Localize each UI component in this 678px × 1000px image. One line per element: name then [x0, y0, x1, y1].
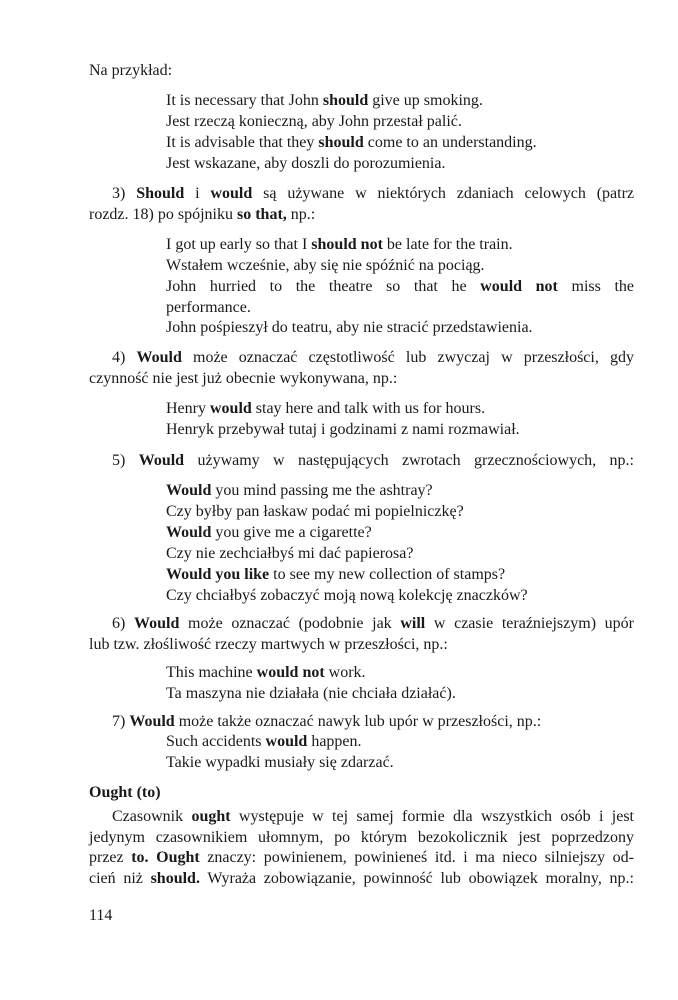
- example-line: Henry would stay here and talk with us for hours.: [166, 400, 486, 417]
- example-block-6: [166, 663, 634, 704]
- paragraph-line: cień niż should. Wyraża zobowiązanie, powinność lub obowiązek moralny, np.:: [89, 869, 634, 887]
- example-line: Wstałem wcześnie, aby się nie spóźnić na pociąg.: [166, 256, 485, 274]
- paragraph-line: 3) Should i would są używane w niektórych zdaniach celowych (patrz: [112, 185, 634, 202]
- paragraph-line: czynność nie jest już obecnie wykonywana, np.:: [89, 369, 398, 387]
- example-line: John pośpieszył do teatru, aby nie stracić przedstawienia.: [166, 319, 533, 336]
- example-line: Ta maszyna nie działała (nie chciała działać).: [166, 684, 456, 702]
- paragraph-line: 4) Would może oznaczać częstotliwość lub zwyczaj w przeszłości, gdy: [112, 349, 635, 366]
- example-block-5: [166, 481, 634, 606]
- paragraph-line: Czasownik ought występuje w tej samej formie dla wszystkich osób i jest: [112, 808, 634, 825]
- example-line: John hurried to the theatre so that he would not miss the: [166, 278, 635, 295]
- example-line: Would you mind passing me the ashtray?: [166, 482, 433, 499]
- paragraph-line: 5) Would używamy w następujących zwrotach grzecznościowych, np.:: [112, 452, 635, 469]
- example-line: Jest rzeczą konieczną, aby John przestał palić.: [166, 112, 462, 130]
- example-line: Would you give me a cigarette?: [166, 524, 372, 541]
- example-line: It is advisable that they should come to an understanding.: [166, 134, 537, 151]
- example-block-7: [166, 732, 634, 773]
- example-line: It is necessary that John should give up smoking.: [166, 92, 483, 109]
- example-block-3: [166, 235, 634, 339]
- example-line: I got up early so that I should not be late for the train.: [166, 236, 513, 253]
- example-block-1: [166, 91, 634, 174]
- paragraph-5: [89, 451, 634, 472]
- example-line: Would you like to see my new collection of stamps?: [166, 566, 506, 583]
- paragraph-7: 7) Would może także oznaczać nawyk lub upór w przeszłości, np.:: [112, 713, 542, 730]
- example-line: Czy chciałbyś zobaczyć moją nową kolekcję znaczków?: [166, 586, 528, 604]
- paragraph-line: przez to. Ought znaczy: powinienem, powinieneś itd. i ma nieco silniejszy od-: [89, 849, 634, 866]
- example-line: This machine would not work.: [166, 664, 366, 681]
- paragraph-4: [89, 348, 634, 389]
- page-number: 114: [89, 907, 113, 924]
- paragraph-6: [89, 614, 634, 655]
- example-line: Jest wskazane, aby doszli do porozumienia.: [166, 154, 446, 172]
- paragraph-line: jedynym czasownikiem ułomnym, po którym bezokolicznik jest poprzedzony: [89, 828, 634, 846]
- example-line: Czy nie zechciałbyś mi dać papierosa?: [166, 544, 414, 562]
- example-line: Such accidents would happen.: [166, 733, 362, 750]
- example-line: performance.: [166, 298, 251, 316]
- example-line: Czy byłby pan łaskaw podać mi popielniczkę?: [166, 502, 464, 520]
- example-block-4: [166, 399, 634, 440]
- paragraph-ought: [89, 807, 634, 889]
- paragraph-3: [89, 184, 634, 225]
- paragraph-line: rozdz. 18) po spójniku so that, np.:: [89, 205, 316, 223]
- intro-text: Na przykład:: [89, 62, 173, 79]
- example-line: Henryk przebywał tutaj i godzinami z nami rozmawiał.: [166, 420, 520, 438]
- example-line: Takie wypadki musiały się zdarzać.: [166, 753, 394, 771]
- paragraph-line: lub tzw. złośliwość rzeczy martwych w przeszłości, np.:: [89, 635, 448, 653]
- paragraph-line: 6) Would może oznaczać (podobnie jak will w czasie teraźniejszym) upór: [112, 615, 635, 632]
- section-heading: Ought (to): [89, 784, 161, 801]
